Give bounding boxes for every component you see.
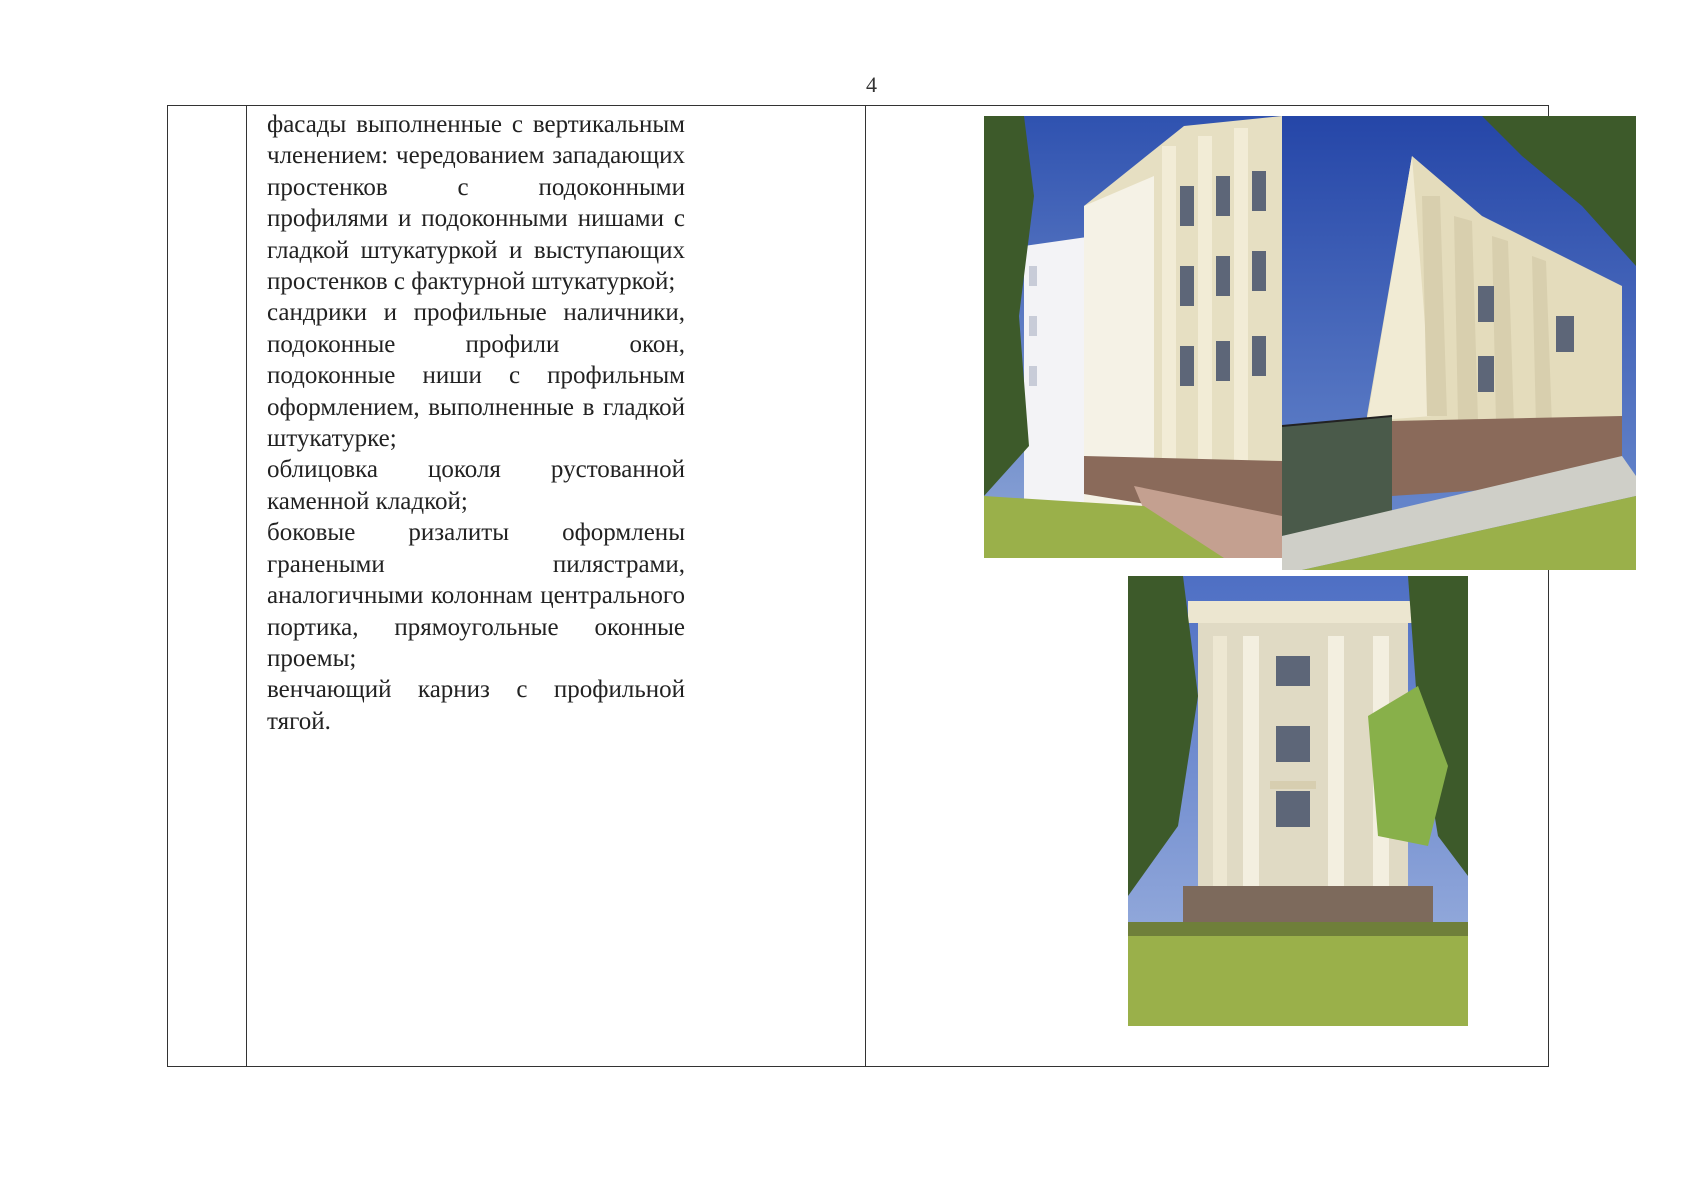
photo-facade-corner-view [1282, 116, 1636, 570]
description-paragraph-plinth: облицовка цоколя рустованной каменной кладкой; [267, 456, 685, 515]
photo-lateral-risalit-view [1128, 576, 1468, 1026]
table-column-photos [866, 106, 1548, 1066]
description-paragraph-sandriks: сандрики и профильные наличники, подоконные профили окон, подоконные ниши с профильным оформлением, выполненные в гладкой штукатурке; [267, 299, 685, 453]
description-paragraph-facades: фасады выполненные с вертикальным членением: чередованием западающих простенков с подоконными профилями и подоконными нишами с гладкой штукатуркой и выступающих простенков с фактурной штукатуркой; [267, 111, 685, 296]
photo-facade-side-view [984, 116, 1282, 558]
description-table [167, 105, 1549, 1067]
page-number: 4 [866, 72, 877, 97]
table-column-description [247, 106, 866, 1066]
description-paragraph-risalits: боковые ризалиты оформлены гранеными пилястрами, аналогичными колоннам центрального портика, прямоугольные оконные проемы; [267, 519, 685, 672]
description-paragraph-cornice: венчающий карниз с профильной тягой. [267, 676, 685, 735]
description-text [267, 109, 685, 737]
table-column-number [168, 106, 247, 1066]
